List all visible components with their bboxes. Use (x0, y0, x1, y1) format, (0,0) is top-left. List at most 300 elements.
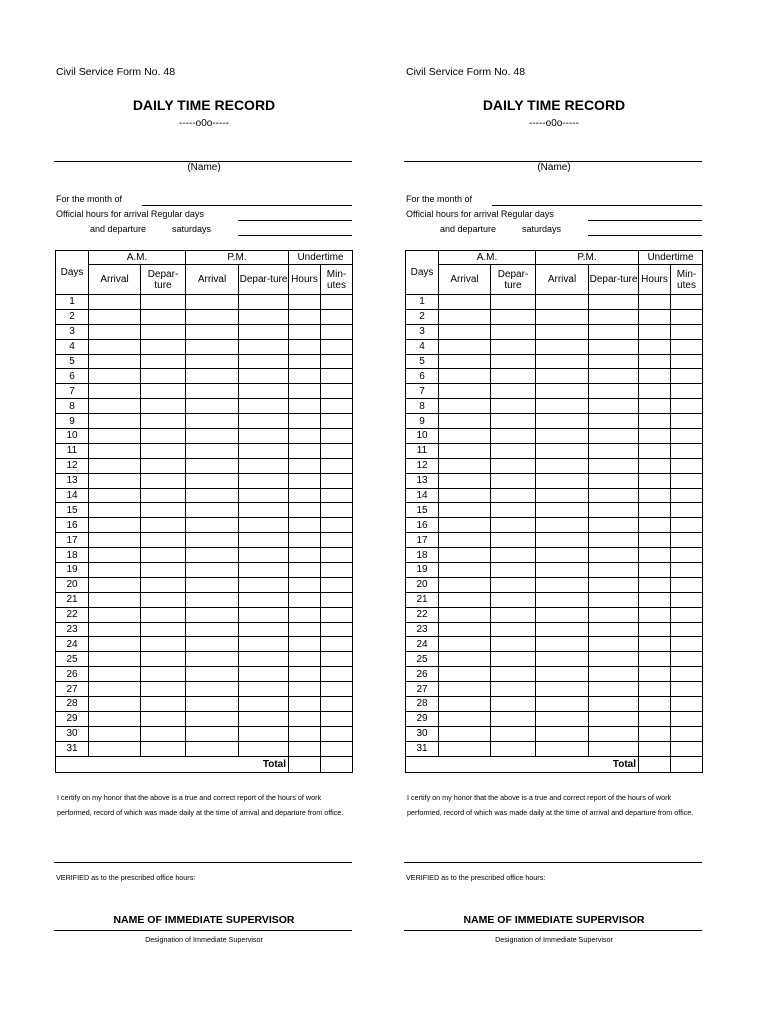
am-arrival-cell[interactable] (89, 607, 141, 622)
undertime-hours-cell[interactable] (289, 592, 321, 607)
am-arrival-cell[interactable] (89, 429, 141, 444)
undertime-hours-cell[interactable] (289, 429, 321, 444)
pm-departure-cell[interactable] (589, 309, 639, 324)
undertime-minutes-cell[interactable] (671, 399, 703, 414)
undertime-hours-cell[interactable] (639, 622, 671, 637)
pm-arrival-cell[interactable] (186, 741, 239, 756)
pm-arrival-cell[interactable] (536, 637, 589, 652)
am-arrival-cell[interactable] (89, 533, 141, 548)
undertime-hours-cell[interactable] (289, 399, 321, 414)
am-departure-cell[interactable] (491, 652, 536, 667)
am-departure-cell[interactable] (141, 726, 186, 741)
pm-departure-cell[interactable] (589, 667, 639, 682)
undertime-minutes-cell[interactable] (671, 384, 703, 399)
am-departure-cell[interactable] (491, 295, 536, 310)
am-arrival-cell[interactable] (89, 443, 141, 458)
undertime-hours-cell[interactable] (289, 577, 321, 592)
am-arrival-cell[interactable] (89, 711, 141, 726)
regular-days-field-line[interactable] (588, 220, 702, 221)
am-arrival-cell[interactable] (439, 473, 491, 488)
am-arrival-cell[interactable] (439, 324, 491, 339)
pm-departure-cell[interactable] (239, 682, 289, 697)
pm-departure-cell[interactable] (589, 622, 639, 637)
pm-arrival-cell[interactable] (536, 533, 589, 548)
pm-arrival-cell[interactable] (186, 652, 239, 667)
am-arrival-cell[interactable] (89, 682, 141, 697)
am-departure-cell[interactable] (141, 354, 186, 369)
am-departure-cell[interactable] (491, 473, 536, 488)
undertime-minutes-cell[interactable] (671, 741, 703, 756)
am-departure-cell[interactable] (141, 741, 186, 756)
pm-arrival-cell[interactable] (536, 652, 589, 667)
pm-departure-cell[interactable] (589, 518, 639, 533)
pm-departure-cell[interactable] (589, 369, 639, 384)
undertime-hours-cell[interactable] (289, 711, 321, 726)
pm-arrival-cell[interactable] (536, 667, 589, 682)
am-arrival-cell[interactable] (439, 458, 491, 473)
undertime-minutes-cell[interactable] (321, 577, 353, 592)
undertime-minutes-cell[interactable] (671, 414, 703, 429)
am-arrival-cell[interactable] (89, 399, 141, 414)
undertime-minutes-cell[interactable] (321, 682, 353, 697)
am-departure-cell[interactable] (141, 458, 186, 473)
pm-arrival-cell[interactable] (536, 697, 589, 712)
pm-arrival-cell[interactable] (186, 354, 239, 369)
am-departure-cell[interactable] (491, 503, 536, 518)
saturdays-field-line[interactable] (588, 235, 702, 236)
am-departure-cell[interactable] (491, 711, 536, 726)
undertime-minutes-cell[interactable] (671, 503, 703, 518)
undertime-hours-cell[interactable] (289, 443, 321, 458)
undertime-hours-cell[interactable] (639, 384, 671, 399)
am-arrival-cell[interactable] (439, 369, 491, 384)
undertime-hours-cell[interactable] (289, 324, 321, 339)
pm-arrival-cell[interactable] (186, 324, 239, 339)
am-departure-cell[interactable] (491, 607, 536, 622)
pm-arrival-cell[interactable] (186, 533, 239, 548)
am-departure-cell[interactable] (491, 637, 536, 652)
pm-arrival-cell[interactable] (536, 488, 589, 503)
pm-arrival-cell[interactable] (536, 711, 589, 726)
am-departure-cell[interactable] (141, 399, 186, 414)
undertime-hours-cell[interactable] (639, 533, 671, 548)
undertime-hours-cell[interactable] (289, 726, 321, 741)
undertime-minutes-cell[interactable] (321, 429, 353, 444)
am-departure-cell[interactable] (491, 682, 536, 697)
undertime-hours-cell[interactable] (289, 309, 321, 324)
pm-arrival-cell[interactable] (536, 592, 589, 607)
am-arrival-cell[interactable] (439, 548, 491, 563)
am-departure-cell[interactable] (141, 667, 186, 682)
am-departure-cell[interactable] (141, 414, 186, 429)
pm-departure-cell[interactable] (239, 533, 289, 548)
am-arrival-cell[interactable] (89, 384, 141, 399)
undertime-minutes-cell[interactable] (671, 533, 703, 548)
am-departure-cell[interactable] (491, 339, 536, 354)
undertime-minutes-cell[interactable] (671, 518, 703, 533)
undertime-hours-cell[interactable] (289, 488, 321, 503)
pm-departure-cell[interactable] (239, 697, 289, 712)
pm-departure-cell[interactable] (239, 354, 289, 369)
pm-departure-cell[interactable] (589, 339, 639, 354)
am-arrival-cell[interactable] (439, 741, 491, 756)
am-arrival-cell[interactable] (89, 592, 141, 607)
undertime-hours-cell[interactable] (289, 369, 321, 384)
pm-arrival-cell[interactable] (186, 563, 239, 578)
am-departure-cell[interactable] (141, 518, 186, 533)
pm-departure-cell[interactable] (239, 473, 289, 488)
am-departure-cell[interactable] (491, 369, 536, 384)
undertime-hours-cell[interactable] (289, 652, 321, 667)
am-arrival-cell[interactable] (89, 488, 141, 503)
undertime-minutes-cell[interactable] (321, 309, 353, 324)
pm-departure-cell[interactable] (239, 563, 289, 578)
undertime-minutes-cell[interactable] (321, 488, 353, 503)
undertime-hours-cell[interactable] (639, 741, 671, 756)
undertime-hours-cell[interactable] (289, 518, 321, 533)
pm-departure-cell[interactable] (589, 384, 639, 399)
undertime-minutes-cell[interactable] (321, 607, 353, 622)
undertime-hours-cell[interactable] (639, 339, 671, 354)
pm-arrival-cell[interactable] (536, 458, 589, 473)
undertime-hours-cell[interactable] (289, 563, 321, 578)
pm-arrival-cell[interactable] (536, 622, 589, 637)
undertime-minutes-cell[interactable] (671, 622, 703, 637)
undertime-hours-cell[interactable] (639, 295, 671, 310)
am-arrival-cell[interactable] (89, 622, 141, 637)
pm-arrival-cell[interactable] (536, 726, 589, 741)
undertime-minutes-cell[interactable] (671, 339, 703, 354)
am-departure-cell[interactable] (491, 488, 536, 503)
undertime-hours-cell[interactable] (639, 652, 671, 667)
undertime-hours-cell[interactable] (289, 548, 321, 563)
undertime-minutes-cell[interactable] (321, 741, 353, 756)
undertime-hours-cell[interactable] (639, 548, 671, 563)
am-departure-cell[interactable] (141, 339, 186, 354)
undertime-hours-cell[interactable] (289, 354, 321, 369)
pm-departure-cell[interactable] (239, 414, 289, 429)
pm-departure-cell[interactable] (239, 652, 289, 667)
pm-departure-cell[interactable] (239, 711, 289, 726)
pm-arrival-cell[interactable] (186, 726, 239, 741)
am-arrival-cell[interactable] (439, 488, 491, 503)
am-arrival-cell[interactable] (89, 369, 141, 384)
pm-arrival-cell[interactable] (186, 414, 239, 429)
pm-arrival-cell[interactable] (186, 697, 239, 712)
am-departure-cell[interactable] (141, 429, 186, 444)
am-departure-cell[interactable] (141, 607, 186, 622)
month-field-line[interactable] (142, 205, 352, 206)
pm-arrival-cell[interactable] (536, 399, 589, 414)
pm-arrival-cell[interactable] (186, 443, 239, 458)
am-departure-cell[interactable] (491, 429, 536, 444)
am-arrival-cell[interactable] (89, 354, 141, 369)
undertime-minutes-cell[interactable] (671, 295, 703, 310)
am-arrival-cell[interactable] (439, 577, 491, 592)
am-departure-cell[interactable] (141, 309, 186, 324)
am-arrival-cell[interactable] (439, 443, 491, 458)
am-departure-cell[interactable] (491, 399, 536, 414)
undertime-hours-cell[interactable] (639, 414, 671, 429)
undertime-hours-cell[interactable] (639, 429, 671, 444)
am-departure-cell[interactable] (141, 324, 186, 339)
pm-departure-cell[interactable] (239, 592, 289, 607)
undertime-minutes-cell[interactable] (671, 592, 703, 607)
undertime-hours-cell[interactable] (289, 741, 321, 756)
pm-arrival-cell[interactable] (186, 667, 239, 682)
undertime-hours-cell[interactable] (289, 697, 321, 712)
undertime-hours-cell[interactable] (639, 473, 671, 488)
pm-arrival-cell[interactable] (536, 309, 589, 324)
undertime-minutes-cell[interactable] (321, 637, 353, 652)
pm-departure-cell[interactable] (589, 295, 639, 310)
employee-signature-line[interactable] (54, 862, 352, 863)
undertime-hours-cell[interactable] (639, 443, 671, 458)
am-departure-cell[interactable] (141, 652, 186, 667)
pm-arrival-cell[interactable] (536, 339, 589, 354)
am-arrival-cell[interactable] (89, 473, 141, 488)
undertime-hours-cell[interactable] (639, 488, 671, 503)
undertime-minutes-cell[interactable] (321, 667, 353, 682)
am-arrival-cell[interactable] (439, 607, 491, 622)
pm-departure-cell[interactable] (589, 533, 639, 548)
undertime-hours-cell[interactable] (289, 339, 321, 354)
pm-arrival-cell[interactable] (186, 473, 239, 488)
undertime-hours-cell[interactable] (639, 369, 671, 384)
am-departure-cell[interactable] (141, 488, 186, 503)
undertime-minutes-cell[interactable] (321, 533, 353, 548)
am-departure-cell[interactable] (141, 295, 186, 310)
am-arrival-cell[interactable] (439, 399, 491, 414)
pm-departure-cell[interactable] (239, 309, 289, 324)
undertime-minutes-cell[interactable] (671, 607, 703, 622)
undertime-hours-cell[interactable] (639, 577, 671, 592)
am-departure-cell[interactable] (491, 324, 536, 339)
pm-departure-cell[interactable] (589, 473, 639, 488)
pm-departure-cell[interactable] (589, 399, 639, 414)
undertime-hours-cell[interactable] (289, 533, 321, 548)
undertime-hours-cell[interactable] (639, 697, 671, 712)
am-departure-cell[interactable] (491, 667, 536, 682)
undertime-hours-cell[interactable] (639, 309, 671, 324)
am-arrival-cell[interactable] (439, 518, 491, 533)
pm-arrival-cell[interactable] (186, 399, 239, 414)
pm-arrival-cell[interactable] (536, 518, 589, 533)
pm-departure-cell[interactable] (589, 324, 639, 339)
am-arrival-cell[interactable] (89, 548, 141, 563)
am-departure-cell[interactable] (141, 503, 186, 518)
am-departure-cell[interactable] (141, 473, 186, 488)
pm-departure-cell[interactable] (239, 458, 289, 473)
undertime-minutes-cell[interactable] (671, 711, 703, 726)
month-field-line[interactable] (492, 205, 702, 206)
am-arrival-cell[interactable] (439, 697, 491, 712)
undertime-minutes-cell[interactable] (321, 339, 353, 354)
am-departure-cell[interactable] (491, 697, 536, 712)
pm-arrival-cell[interactable] (186, 369, 239, 384)
pm-departure-cell[interactable] (239, 622, 289, 637)
undertime-hours-cell[interactable] (639, 726, 671, 741)
undertime-hours-cell[interactable] (639, 563, 671, 578)
pm-arrival-cell[interactable] (186, 503, 239, 518)
undertime-hours-cell[interactable] (639, 518, 671, 533)
pm-departure-cell[interactable] (589, 414, 639, 429)
am-arrival-cell[interactable] (89, 503, 141, 518)
pm-arrival-cell[interactable] (186, 682, 239, 697)
pm-departure-cell[interactable] (589, 637, 639, 652)
total-minutes-cell[interactable] (671, 756, 703, 772)
am-departure-cell[interactable] (141, 577, 186, 592)
undertime-minutes-cell[interactable] (671, 354, 703, 369)
am-arrival-cell[interactable] (439, 667, 491, 682)
am-departure-cell[interactable] (141, 533, 186, 548)
am-departure-cell[interactable] (141, 592, 186, 607)
am-departure-cell[interactable] (491, 309, 536, 324)
pm-departure-cell[interactable] (239, 503, 289, 518)
pm-departure-cell[interactable] (239, 741, 289, 756)
pm-arrival-cell[interactable] (536, 548, 589, 563)
undertime-minutes-cell[interactable] (671, 309, 703, 324)
pm-departure-cell[interactable] (239, 548, 289, 563)
undertime-hours-cell[interactable] (639, 503, 671, 518)
am-arrival-cell[interactable] (439, 726, 491, 741)
am-arrival-cell[interactable] (89, 295, 141, 310)
am-departure-cell[interactable] (491, 443, 536, 458)
pm-departure-cell[interactable] (589, 488, 639, 503)
am-arrival-cell[interactable] (89, 563, 141, 578)
undertime-hours-cell[interactable] (639, 592, 671, 607)
undertime-minutes-cell[interactable] (671, 563, 703, 578)
undertime-minutes-cell[interactable] (321, 354, 353, 369)
undertime-minutes-cell[interactable] (321, 399, 353, 414)
undertime-minutes-cell[interactable] (321, 458, 353, 473)
pm-arrival-cell[interactable] (536, 563, 589, 578)
undertime-hours-cell[interactable] (639, 324, 671, 339)
undertime-minutes-cell[interactable] (321, 473, 353, 488)
undertime-hours-cell[interactable] (639, 458, 671, 473)
undertime-minutes-cell[interactable] (321, 726, 353, 741)
pm-departure-cell[interactable] (589, 682, 639, 697)
am-arrival-cell[interactable] (89, 414, 141, 429)
pm-arrival-cell[interactable] (536, 324, 589, 339)
pm-departure-cell[interactable] (589, 741, 639, 756)
undertime-minutes-cell[interactable] (321, 563, 353, 578)
undertime-minutes-cell[interactable] (321, 443, 353, 458)
am-departure-cell[interactable] (491, 741, 536, 756)
pm-arrival-cell[interactable] (536, 414, 589, 429)
pm-departure-cell[interactable] (239, 518, 289, 533)
undertime-minutes-cell[interactable] (321, 384, 353, 399)
am-arrival-cell[interactable] (89, 652, 141, 667)
undertime-minutes-cell[interactable] (321, 711, 353, 726)
undertime-minutes-cell[interactable] (321, 295, 353, 310)
undertime-minutes-cell[interactable] (321, 324, 353, 339)
pm-departure-cell[interactable] (239, 399, 289, 414)
pm-arrival-cell[interactable] (186, 309, 239, 324)
am-arrival-cell[interactable] (439, 682, 491, 697)
pm-arrival-cell[interactable] (536, 429, 589, 444)
am-arrival-cell[interactable] (439, 711, 491, 726)
undertime-minutes-cell[interactable] (671, 473, 703, 488)
am-arrival-cell[interactable] (439, 533, 491, 548)
undertime-minutes-cell[interactable] (671, 577, 703, 592)
undertime-hours-cell[interactable] (639, 667, 671, 682)
am-departure-cell[interactable] (141, 711, 186, 726)
undertime-minutes-cell[interactable] (321, 548, 353, 563)
am-arrival-cell[interactable] (439, 429, 491, 444)
undertime-minutes-cell[interactable] (671, 369, 703, 384)
pm-departure-cell[interactable] (239, 488, 289, 503)
undertime-hours-cell[interactable] (639, 682, 671, 697)
undertime-minutes-cell[interactable] (321, 503, 353, 518)
am-departure-cell[interactable] (491, 563, 536, 578)
pm-departure-cell[interactable] (589, 548, 639, 563)
pm-arrival-cell[interactable] (186, 295, 239, 310)
pm-arrival-cell[interactable] (536, 607, 589, 622)
pm-departure-cell[interactable] (589, 711, 639, 726)
undertime-hours-cell[interactable] (289, 458, 321, 473)
undertime-hours-cell[interactable] (639, 637, 671, 652)
pm-arrival-cell[interactable] (186, 384, 239, 399)
pm-departure-cell[interactable] (589, 563, 639, 578)
am-arrival-cell[interactable] (439, 354, 491, 369)
undertime-minutes-cell[interactable] (671, 726, 703, 741)
regular-days-field-line[interactable] (238, 220, 352, 221)
am-arrival-cell[interactable] (89, 637, 141, 652)
undertime-minutes-cell[interactable] (671, 697, 703, 712)
undertime-minutes-cell[interactable] (671, 429, 703, 444)
am-arrival-cell[interactable] (439, 592, 491, 607)
am-arrival-cell[interactable] (89, 741, 141, 756)
am-arrival-cell[interactable] (439, 563, 491, 578)
am-arrival-cell[interactable] (89, 518, 141, 533)
pm-arrival-cell[interactable] (536, 577, 589, 592)
pm-arrival-cell[interactable] (536, 503, 589, 518)
undertime-minutes-cell[interactable] (671, 488, 703, 503)
total-hours-cell[interactable] (289, 756, 321, 772)
pm-departure-cell[interactable] (589, 697, 639, 712)
undertime-hours-cell[interactable] (289, 473, 321, 488)
undertime-hours-cell[interactable] (639, 607, 671, 622)
undertime-minutes-cell[interactable] (671, 324, 703, 339)
am-departure-cell[interactable] (491, 622, 536, 637)
pm-arrival-cell[interactable] (186, 518, 239, 533)
undertime-hours-cell[interactable] (289, 384, 321, 399)
am-departure-cell[interactable] (491, 533, 536, 548)
am-arrival-cell[interactable] (439, 652, 491, 667)
pm-arrival-cell[interactable] (536, 741, 589, 756)
undertime-hours-cell[interactable] (289, 667, 321, 682)
pm-arrival-cell[interactable] (536, 295, 589, 310)
am-arrival-cell[interactable] (439, 295, 491, 310)
am-departure-cell[interactable] (491, 458, 536, 473)
pm-departure-cell[interactable] (239, 384, 289, 399)
am-arrival-cell[interactable] (89, 324, 141, 339)
undertime-hours-cell[interactable] (289, 622, 321, 637)
am-departure-cell[interactable] (491, 414, 536, 429)
pm-departure-cell[interactable] (239, 443, 289, 458)
pm-arrival-cell[interactable] (186, 711, 239, 726)
pm-arrival-cell[interactable] (536, 384, 589, 399)
am-arrival-cell[interactable] (439, 384, 491, 399)
pm-departure-cell[interactable] (239, 295, 289, 310)
saturdays-field-line[interactable] (238, 235, 352, 236)
pm-arrival-cell[interactable] (186, 637, 239, 652)
am-arrival-cell[interactable] (89, 667, 141, 682)
undertime-minutes-cell[interactable] (321, 414, 353, 429)
am-departure-cell[interactable] (491, 577, 536, 592)
pm-arrival-cell[interactable] (186, 488, 239, 503)
